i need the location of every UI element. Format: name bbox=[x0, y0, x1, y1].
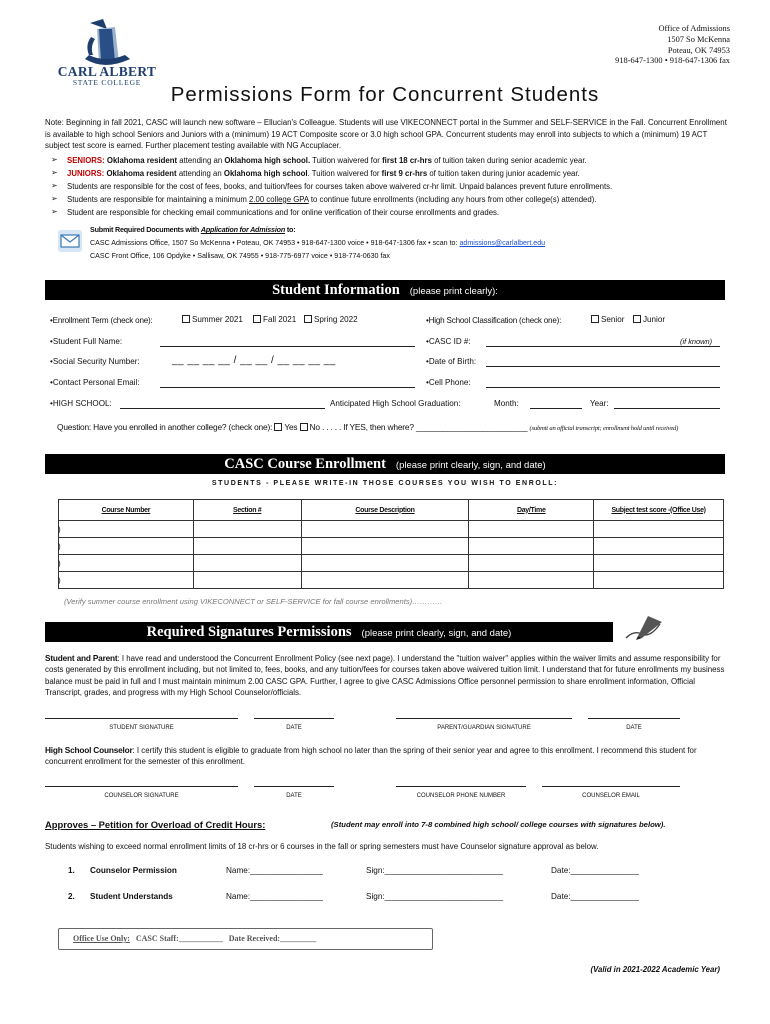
term-fall-checkbox[interactable]: Fall 2021 bbox=[253, 315, 296, 324]
casc-id-label: •CASC ID #: bbox=[426, 337, 471, 346]
bullet-arrow-icon: ➢ bbox=[51, 168, 58, 177]
col-day-time: Day/Time bbox=[469, 500, 594, 521]
cell-label: •Cell Phone: bbox=[426, 378, 471, 387]
overload-note: (Student may enroll into 7-8 combined high school/ college courses with signatures below). bbox=[331, 820, 666, 829]
yes-checkbox[interactable]: Yes bbox=[274, 422, 297, 432]
counselor-permission-label: Counselor Permission bbox=[90, 866, 177, 875]
counselor-email-label: COUNSELOR EMAIL bbox=[582, 793, 640, 799]
student-info-header: Student Information (please print clearly): bbox=[45, 280, 725, 300]
course-cell[interactable] bbox=[193, 521, 301, 538]
course-cell[interactable] bbox=[59, 572, 194, 589]
counselor-phone-field[interactable] bbox=[396, 786, 526, 787]
parent-signature-label: PARENT/GUARDIAN SIGNATURE bbox=[437, 725, 531, 731]
graduation-label: Anticipated High School Graduation: bbox=[330, 399, 461, 408]
course-cell[interactable] bbox=[594, 572, 724, 589]
counselor-statement: High School Counselor: I certify this student is eligible to graduate from high school no later than the spring of their senior year and agree to this enrollment. I recommend this student for concurrent enrollment for the semester of this enrollment. bbox=[45, 745, 697, 767]
student-signature-label: STUDENT SIGNATURE bbox=[109, 725, 174, 731]
counselor-signature-label: COUNSELOR SIGNATURE bbox=[104, 793, 179, 799]
dob-field[interactable] bbox=[486, 366, 720, 367]
row-mark: ) bbox=[58, 542, 61, 551]
bullet-arrow-icon: ➢ bbox=[51, 207, 58, 216]
course-cell[interactable] bbox=[469, 538, 594, 555]
valid-year-note: (Valid in 2021-2022 Academic Year) bbox=[590, 965, 720, 974]
item-number: 1. bbox=[68, 866, 75, 875]
course-cell[interactable] bbox=[193, 572, 301, 589]
transcript-note: (submit an official transcript; enrollment hold until received) bbox=[529, 425, 679, 432]
grad-year-label: Year: bbox=[590, 399, 609, 408]
course-cell[interactable] bbox=[301, 555, 469, 572]
office-line: 1507 So McKenna bbox=[667, 34, 730, 44]
student-date-label: DATE bbox=[286, 725, 302, 731]
if-known-note: (if known) bbox=[680, 337, 713, 346]
counselor-phone-label: COUNSELOR PHONE NUMBER bbox=[416, 793, 506, 799]
date-received-field[interactable]: Date Received:_________ bbox=[228, 934, 317, 943]
senior-checkbox[interactable]: Senior bbox=[591, 315, 624, 324]
enrollment-instructions: STUDENTS - PLEASE WRITE-IN THOSE COURSES YOU WISH TO ENROLL: bbox=[211, 480, 559, 487]
office-use-text: Office Use Only: CASC Staff:___________ Date Received:_________ bbox=[73, 934, 317, 943]
course-cell[interactable] bbox=[594, 538, 724, 555]
office-address bbox=[560, 24, 730, 67]
logo-name: CARL ALBERT bbox=[57, 64, 157, 79]
grad-month-field[interactable] bbox=[530, 408, 582, 409]
table-row bbox=[59, 538, 724, 555]
counselor-permission-date-field[interactable]: Date:_______________ bbox=[551, 866, 639, 875]
other-college-field[interactable]: _________________________ bbox=[415, 422, 528, 432]
student-sign-field[interactable]: Sign:__________________________ bbox=[366, 892, 504, 901]
table-row bbox=[59, 521, 724, 538]
grad-month-label: Month: bbox=[494, 399, 519, 408]
full-name-label: •Student Full Name: bbox=[50, 337, 123, 346]
envelope-icon bbox=[58, 230, 82, 252]
full-name-field[interactable] bbox=[160, 346, 415, 347]
casc-id-field[interactable] bbox=[486, 346, 720, 347]
bullet-juniors: JUNIORS: Oklahoma resident attending an Oklahoma high school. Tuition waivered for first 9 cr-hrs of tuition taken during junior academic year. bbox=[67, 169, 580, 178]
grad-year-field[interactable] bbox=[614, 408, 720, 409]
signatures-header: Required Signatures Permissions (please print clearly, sign, and date) bbox=[45, 622, 613, 642]
col-subject-test-score: Subject test score -(Office Use) bbox=[594, 500, 724, 521]
bullet-email: Student are responsible for checking email communications and for online verification of their course enrollments and grades. bbox=[67, 208, 500, 217]
high-school-field[interactable] bbox=[120, 408, 325, 409]
col-course-number: Course Number bbox=[59, 500, 194, 521]
cell-field[interactable] bbox=[486, 387, 720, 388]
email-field[interactable] bbox=[160, 387, 415, 388]
office-line: 918-647-1300 • 918-647-1306 fax bbox=[615, 56, 730, 66]
row-mark: ) bbox=[58, 525, 61, 534]
high-school-label: •HIGH SCHOOL: bbox=[50, 399, 112, 408]
counselor-date-field[interactable] bbox=[254, 786, 334, 787]
col-course-description: Course Description bbox=[301, 500, 469, 521]
no-checkbox[interactable]: No . . . . . If YES, then where? bbox=[300, 422, 414, 432]
bullet-seniors: SENIORS: Oklahoma resident attending an Oklahoma high school. Tuition waivered for first 18 cr-hrs of tuition taken during senior academic year. bbox=[67, 156, 587, 165]
counselor-date-label: DATE bbox=[286, 793, 302, 799]
course-cell[interactable] bbox=[469, 572, 594, 589]
dob-label: •Date of Birth: bbox=[426, 357, 477, 366]
course-cell[interactable] bbox=[301, 538, 469, 555]
parent-date-label: DATE bbox=[626, 725, 642, 731]
signing-pen-icon bbox=[622, 612, 666, 644]
bullet-gpa: Students are responsible for maintaining a minimum 2.00 college GPA to continue future enrollments (including any hours from other college(s) attended). bbox=[67, 195, 597, 204]
verify-note: (Verify summer course enrollment using VIKECONNECT or SELF-SERVICE for fall course enrollments)………… bbox=[64, 597, 443, 606]
form-title: Permissions Form for Concurrent Students bbox=[170, 83, 600, 106]
bullet-arrow-icon: ➢ bbox=[51, 181, 58, 190]
student-understands-label: Student Understands bbox=[90, 892, 173, 901]
bullet-arrow-icon: ➢ bbox=[51, 155, 58, 164]
junior-checkbox[interactable]: Junior bbox=[633, 315, 665, 324]
parent-date-field[interactable] bbox=[588, 718, 680, 719]
email-label: •Contact Personal Email: bbox=[50, 378, 140, 387]
row-mark: ) bbox=[58, 576, 61, 585]
counselor-sign-field[interactable]: Sign:__________________________ bbox=[366, 866, 504, 875]
office-line: Poteau, OK 74953 bbox=[667, 45, 730, 55]
parent-signature-field[interactable] bbox=[396, 718, 572, 719]
hs-classification-label: •High School Classification (check one): bbox=[426, 316, 562, 325]
submit-heading: Submit Required Documents with Application for Admission to: bbox=[90, 225, 296, 234]
student-parent-statement: Student and Parent: I have read and understood the Concurrent Enrollment Policy (see next page). I understand the "tuition waiver" applies within the waiver limits and assume responsibility for costs generated by this enrollment including, but not limited to, fees, books, and any tuition/fees for courses taken above waivered tuition limit. I understand that for future enrollments my business balance must be paid in full and I must maintain minimum 2.00 CASC GPA. Further, I agree to give CASC Admissions Office personnel permission to share enrollment information, Official Transcript, grades, and progress with my High School Counselor/officials. bbox=[45, 653, 725, 698]
course-cell[interactable] bbox=[469, 555, 594, 572]
course-cell[interactable] bbox=[59, 521, 194, 538]
course-cell[interactable] bbox=[59, 555, 194, 572]
student-understands-date-field[interactable]: Date:_______________ bbox=[551, 892, 639, 901]
row-mark: ) bbox=[58, 559, 61, 568]
note-paragraph: Note: Beginning in fall 2021, CASC will launch new software – Ellucian's Colleague. Students will use VIKECONNECT portal in the Summer and SELF-SERVICE in the Fall. Concurrent Enrollment is available to high school Seniors and Juniors with a (minimum) 19 ACT Composite score or 3.0 high school GPA. Concurrent students may enroll into subjects to which a (minimum) 19 ACT subject test score is earned. Further placement testing available with NG Accuplacer. bbox=[45, 118, 727, 150]
term-summer-checkbox[interactable]: Summer 2021 bbox=[182, 315, 243, 324]
counselor-name-field[interactable]: Name:________________ bbox=[226, 866, 323, 875]
student-date-field[interactable] bbox=[254, 718, 334, 719]
student-signature-field[interactable] bbox=[45, 718, 238, 719]
submit-poteau-line: CASC Admissions Office, 1507 So McKenna • Poteau, OK 74953 • 918-647-1300 voice • 918-647-1306 fax • scan to: admissions@carlalbert.edu bbox=[90, 239, 546, 247]
item-number: 2. bbox=[68, 892, 75, 901]
office-line: Office of Admissions bbox=[658, 24, 730, 33]
col-section: Section # bbox=[193, 500, 301, 521]
course-cell[interactable] bbox=[301, 521, 469, 538]
term-spring-checkbox[interactable]: Spring 2022 bbox=[304, 315, 358, 324]
logo-subtitle: STATE COLLEGE bbox=[72, 78, 142, 87]
table-header-row bbox=[59, 500, 724, 521]
course-cell[interactable] bbox=[594, 555, 724, 572]
ssn-field[interactable]: __ __ __ __ / __ __ / __ __ __ __ bbox=[172, 355, 336, 366]
table-row bbox=[59, 555, 724, 572]
student-name-field[interactable]: Name:________________ bbox=[226, 892, 323, 901]
overload-title: Approves – Petition for Overload of Credit Hours: bbox=[45, 819, 266, 830]
casc-staff-field[interactable]: CASC Staff:___________ bbox=[135, 934, 223, 943]
course-cell[interactable] bbox=[193, 555, 301, 572]
table-row bbox=[59, 572, 724, 589]
course-cell[interactable] bbox=[59, 538, 194, 555]
admissions-email-link[interactable]: admissions@carlalbert.edu bbox=[459, 239, 546, 247]
submit-sallisaw-line: CASC Front Office, 106 Opdyke • Sallisaw, OK 74955 • 918-775-6977 voice • 918-774-0630 fax bbox=[90, 252, 390, 260]
course-cell[interactable] bbox=[469, 521, 594, 538]
counselor-email-field[interactable] bbox=[542, 786, 680, 787]
counselor-signature-field[interactable] bbox=[45, 786, 238, 787]
ssn-label: •Social Security Number: bbox=[50, 357, 140, 366]
other-college-question: Question: Have you enrolled in another college? (check one): Yes No . . . . . If YES, then where? _________________________ (submit an official transcript; enrollment hold until received) bbox=[57, 422, 679, 432]
course-table bbox=[58, 499, 724, 589]
overload-text: Students wishing to exceed normal enrollment limits of 18 cr-hrs or 6 courses in the fall or spring semesters must have Counselor signature approval as below. bbox=[45, 842, 599, 851]
course-cell[interactable] bbox=[594, 521, 724, 538]
bullet-costs: Students are responsible for the cost of fees, books, and tuition/fees for courses taken above waivered cr-hr limit. Unpaid balances prevent future enrollments. bbox=[67, 182, 613, 191]
bullet-arrow-icon: ➢ bbox=[51, 194, 58, 203]
course-enrollment-header: CASC Course Enrollment (please print clearly, sign, and date) bbox=[45, 454, 725, 474]
course-cell[interactable] bbox=[301, 572, 469, 589]
enrollment-term-label: •Enrollment Term (check one): bbox=[50, 316, 153, 325]
course-cell[interactable] bbox=[193, 538, 301, 555]
